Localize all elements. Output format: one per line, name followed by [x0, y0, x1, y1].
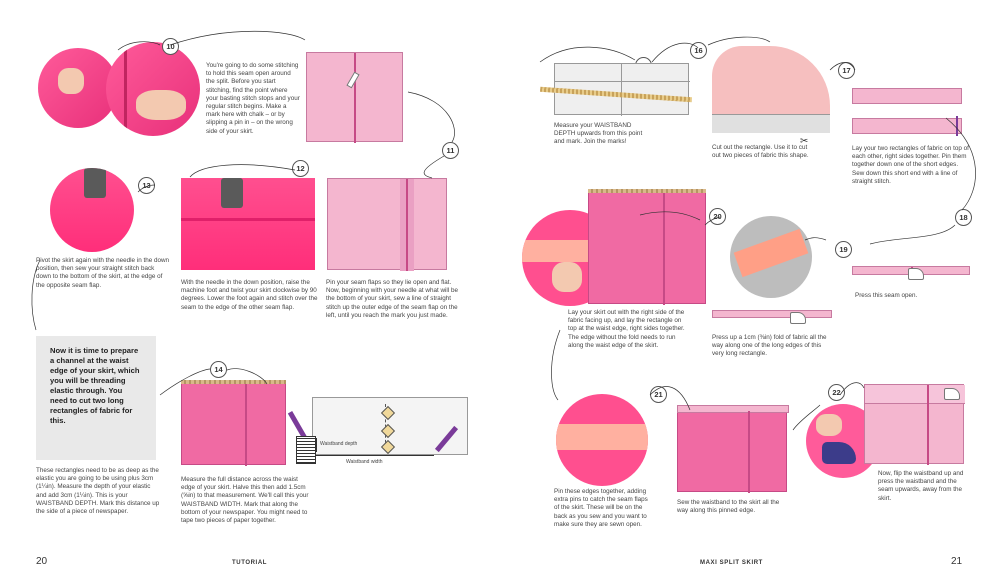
page-number-left: 20 [36, 556, 48, 567]
waistband-width-label: Waistband width [346, 459, 383, 465]
step-17-text: Lay your two rectangles of fabric on top of each other, right sides together. Pin them together down one of the short edges. Sew down this short end with a line of straight stitch. [852, 145, 969, 185]
waistband-depth-label: Waistband depth [320, 441, 358, 447]
lay-skirt-text: Lay your skirt out with the right side of the fabric facing up, and lay the rectangle on top at the waist edge, right sides together. The edge without the fold needs to run along the waist edge of the skirt. [568, 309, 685, 349]
scissors-icon: ✂ [800, 136, 809, 147]
step-19-number: 19 [835, 241, 852, 258]
step-16-number: 16 [690, 42, 707, 59]
step-16-text: Cut out the rectangle. Use it to cut out two pieces of fabric this shape. [712, 144, 809, 160]
step-13-number: 13 [138, 177, 155, 194]
step-22-number: 22 [828, 384, 845, 401]
sew-waistband-text: Sew the waistband to the skirt all the way along this pinned edge. [677, 499, 780, 515]
step-15-text: Measure your WAISTBAND DEPTH upwards from this point and mark. Join the marks! [554, 122, 643, 146]
step-19-text: Press this seam open. [855, 292, 918, 299]
step-18-number: 18 [955, 209, 972, 226]
step-22-text: Now, flip the waistband up and press the waistband and the seam upwards, away from the skirt. [878, 470, 964, 502]
step-14-text: Measure the full distance across the waist edge of your skirt. Halve this then add 1.5cm (⅝in) to that measurement. We'll call this your WAISTBAND WIDTH. Mark that along the bottom of your newspaper. You might need to tape two pieces of paper together. [181, 476, 309, 525]
step-11-text: Pin your seam flaps so they lie open and flat. Now, beginning with your needle at what will be the bottom of your skirt, sew a line of straight stitch up the outer edge of the seam flap on the left, until you reach the mark you just made. [326, 279, 458, 319]
step-20-text: Press up a 1cm (⅜in) fold of fabric all the way along one of the long edges of this very long rectangle. [712, 334, 827, 358]
step-21-number: 21 [650, 386, 667, 403]
page-number-right: 21 [951, 556, 963, 567]
footer-right: MAXI SPLIT SKIRT [700, 560, 763, 566]
step-10-number: 10 [162, 38, 179, 55]
step-21-text: Pin these edges together, adding extra pins to catch the seam flaps of the skirt. These will be on the back as you sew and you want to make sure they are sewn open. [554, 488, 648, 528]
step-10-text: You're going to do some stitching to hold this seam open around the split. Before you start stitching, find the point where your basting stitch stops and your regular stitch begins. Make a mark here with chalk – or by slipping a pin in – on the wrong side of your skirt. [206, 62, 300, 135]
step-12-number: 12 [292, 160, 309, 177]
footer-left: TUTORIAL [232, 560, 268, 566]
step-13-text: Pivot the skirt again with the needle in the down position, then sew your straight stitch back down to the bottom of the skirt, at the edge of the opposite seam flap. [36, 257, 170, 289]
callout-box: Now it is time to prepare a channel at the waist edge of your skirt, which you will be threading elastic through. You need to cut two long rectangles of fabric for this. [36, 336, 156, 460]
step-12-text: With the needle in the down position, raise the machine foot and twist your skirt clockwise by 90 degrees. Lower the foot again and stitch over the seam to the edge of the other seam flap. [181, 279, 318, 311]
step-20-number: 20 [709, 208, 726, 225]
rectangles-text: These rectangles need to be as deep as the elastic you are going to be using plus 3cm (1¼in). Measure the depth of your elastic and add 3cm (1¼in). This is your WAISTBAND DEPTH. Mark this distance up the side of a piece of newspaper. [36, 467, 160, 516]
step-14-number: 14 [210, 361, 227, 378]
step-17-number: 17 [838, 62, 855, 79]
step-11-number: 11 [442, 142, 459, 159]
